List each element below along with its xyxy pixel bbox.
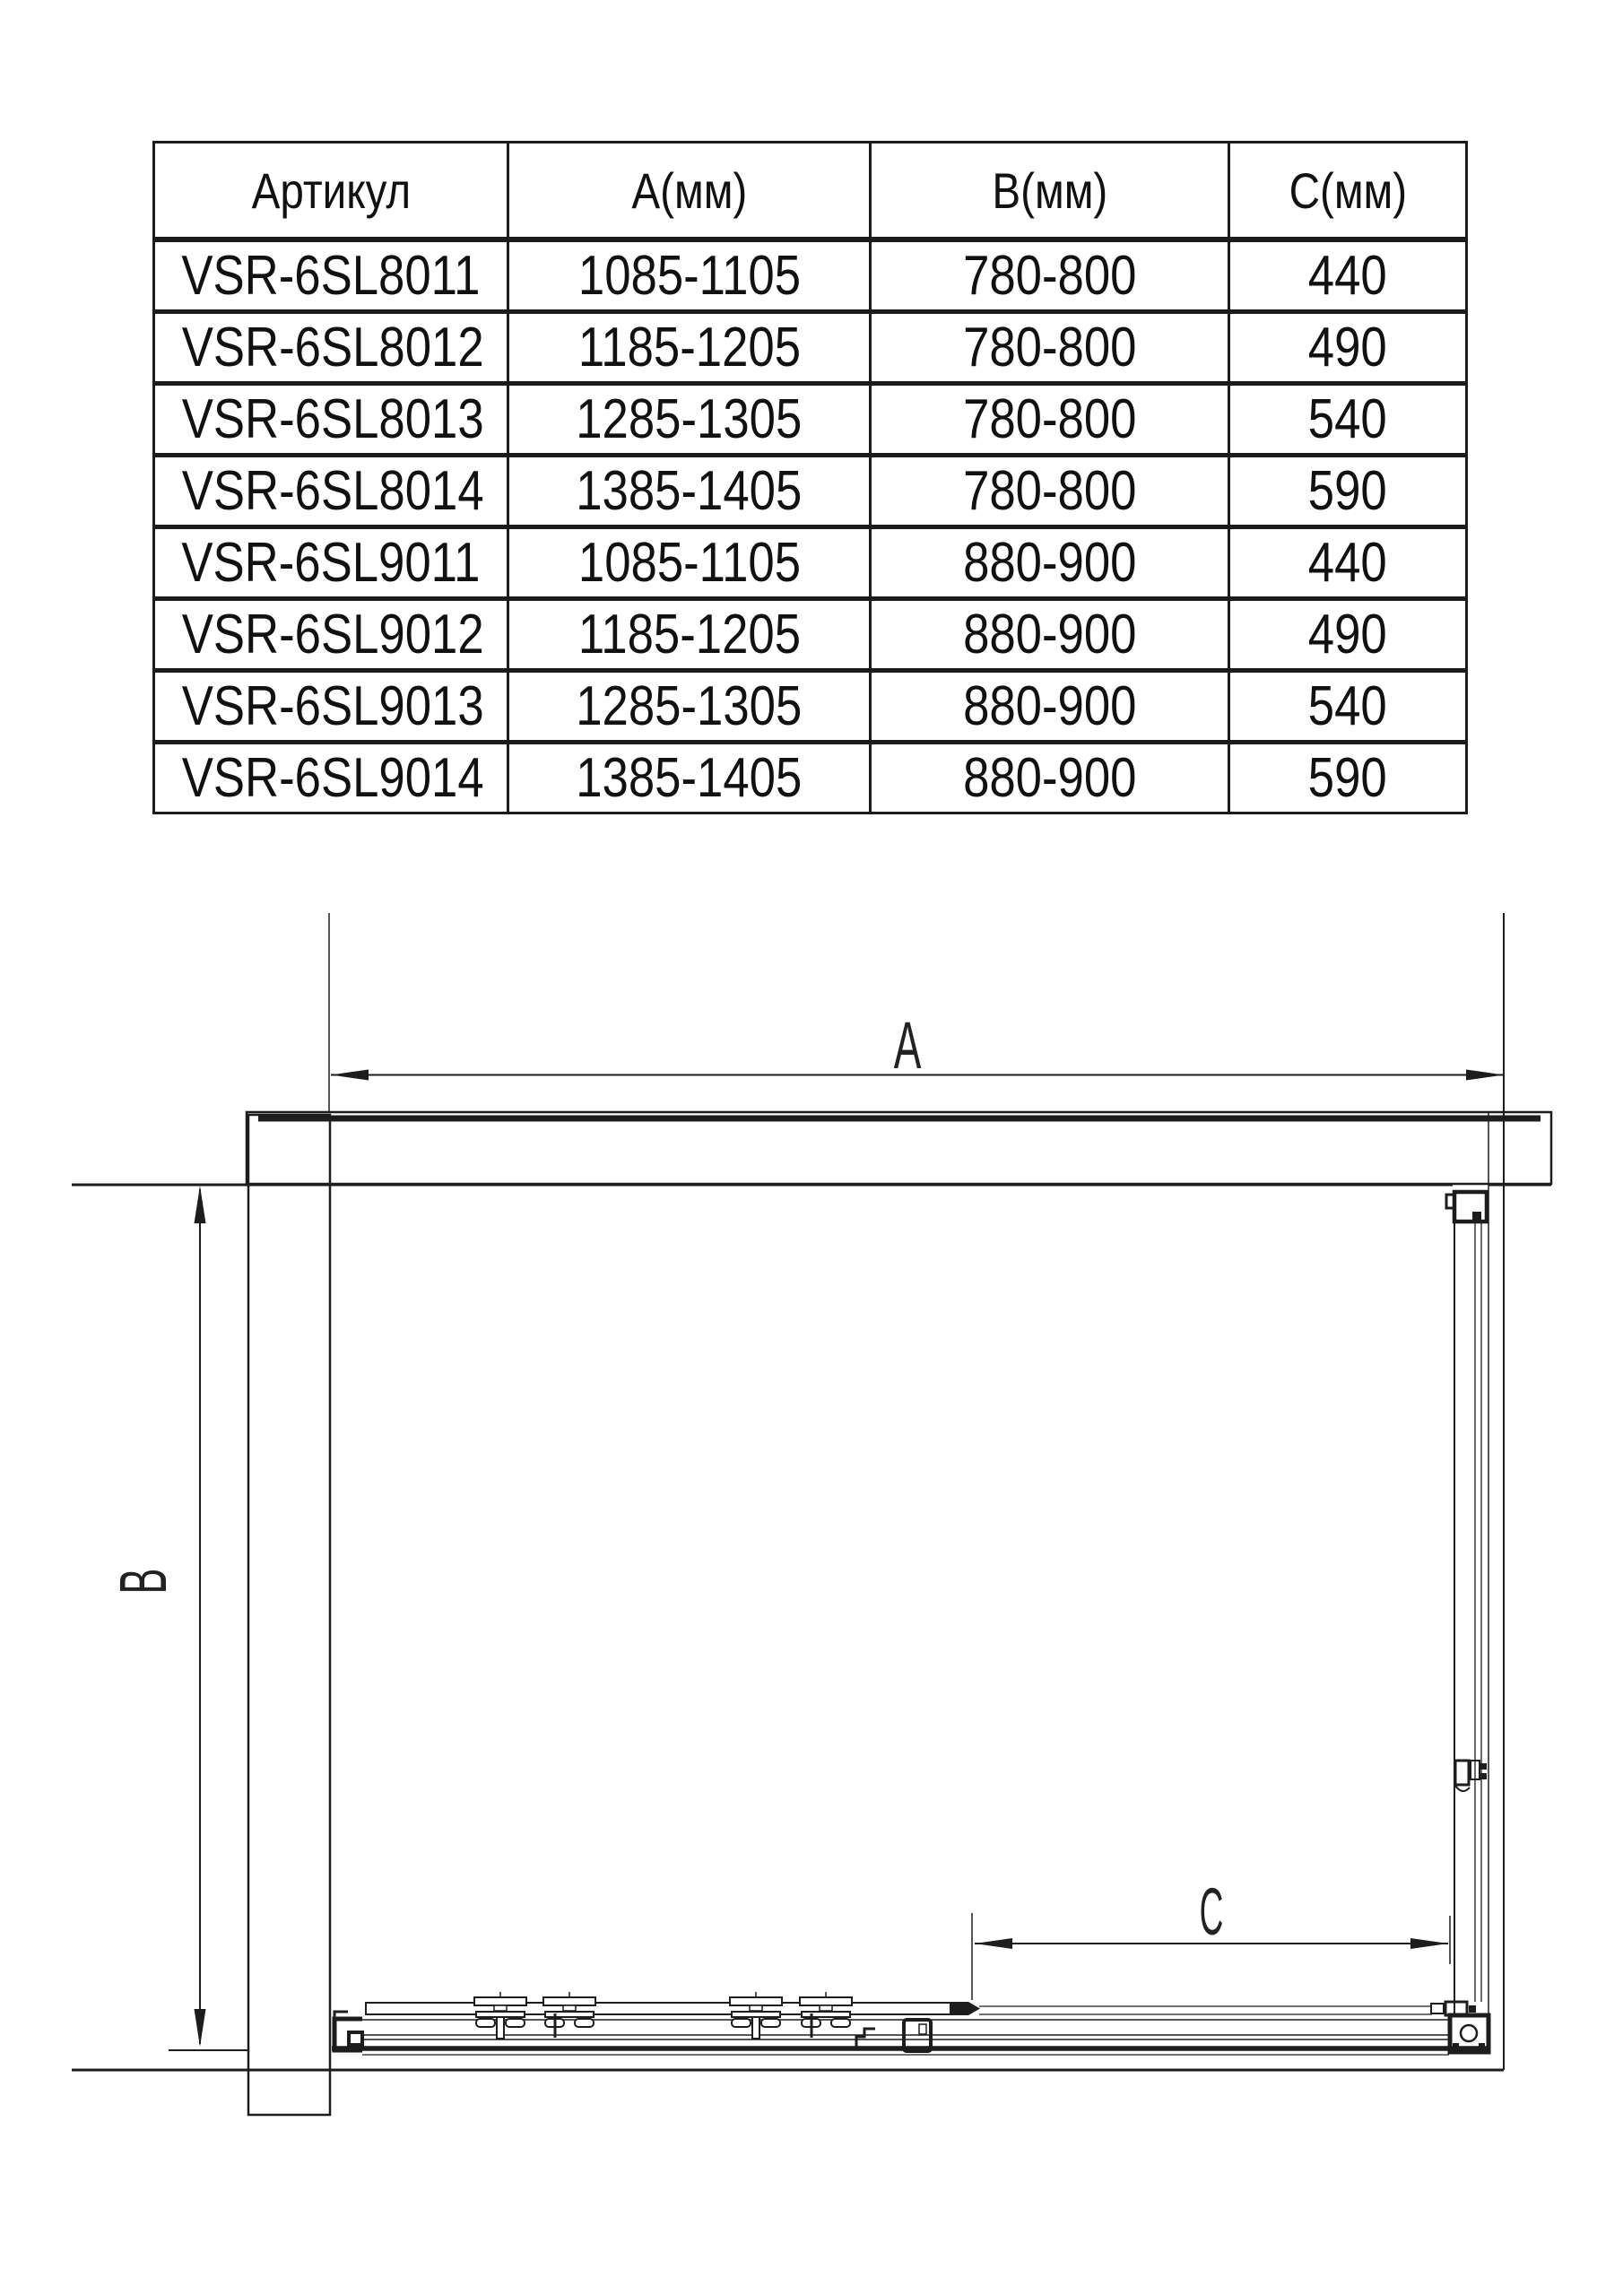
cell-a: 1085-1105 <box>508 239 871 312</box>
cell-c: 490 <box>1229 599 1467 671</box>
cell-a: 1285-1305 <box>508 671 871 743</box>
dim-label-c: C <box>1199 1875 1224 1950</box>
arrowhead-up-icon <box>195 1186 206 1223</box>
cell-a: 1185-1205 <box>508 599 871 671</box>
cell-c: 590 <box>1229 456 1467 527</box>
cell-c: 540 <box>1229 384 1467 456</box>
cell-b: 880-900 <box>871 671 1229 743</box>
arrowhead-right-icon <box>1466 1070 1504 1081</box>
col-header-a: А(мм) <box>508 143 871 240</box>
cell-a: 1085-1105 <box>508 527 871 599</box>
cell-b: 780-800 <box>871 456 1229 527</box>
cell-b: 880-900 <box>871 527 1229 599</box>
cell-article: VSR-6SL9013 <box>154 671 508 743</box>
sliding-door-panel <box>366 2003 950 2014</box>
roller-carriage <box>730 1992 782 2039</box>
dimension-c <box>972 1875 1450 2000</box>
col-header-article: Артикул <box>154 143 508 240</box>
cell-c: 490 <box>1229 312 1467 384</box>
roller-carriage <box>474 1992 526 2039</box>
cell-article: VSR-6SL9012 <box>154 599 508 671</box>
cell-a: 1385-1405 <box>508 743 871 813</box>
cell-b: 880-900 <box>871 599 1229 671</box>
panel-connector <box>1455 1761 1487 1791</box>
top-wall <box>247 1112 1551 1184</box>
cell-c: 440 <box>1229 239 1467 312</box>
side-panel <box>1431 1112 1488 2052</box>
door-stop-bracket <box>856 2029 875 2047</box>
arrowhead-right-icon <box>1410 1938 1448 1949</box>
cell-article: VSR-6SL8013 <box>154 384 508 456</box>
cell-article: VSR-6SL9011 <box>154 527 508 599</box>
cell-c: 540 <box>1229 671 1467 743</box>
wall-lines <box>72 913 1551 2070</box>
cell-b: 780-800 <box>871 312 1229 384</box>
cell-b: 780-800 <box>871 384 1229 456</box>
dimension-b <box>106 1186 249 2050</box>
roller-carriage <box>800 1992 852 2038</box>
col-header-c: С(мм) <box>1229 143 1467 240</box>
cell-a: 1285-1305 <box>508 384 871 456</box>
arrowhead-down-icon <box>195 2009 206 2047</box>
cell-article: VSR-6SL8011 <box>154 239 508 312</box>
dimension-a <box>329 913 1504 1112</box>
cell-article: VSR-6SL9014 <box>154 743 508 813</box>
dim-label-b: B <box>105 1568 180 1595</box>
bottom-track <box>332 1992 1488 2055</box>
cell-a: 1385-1405 <box>508 456 871 527</box>
arrowhead-left-icon <box>331 1070 369 1081</box>
cell-c: 590 <box>1229 743 1467 813</box>
dim-label-a: A <box>893 1008 922 1083</box>
cell-a: 1185-1205 <box>508 312 871 384</box>
cell-article: VSR-6SL8014 <box>154 456 508 527</box>
roller-carriage <box>543 1992 595 2038</box>
track-wall-profile <box>334 2012 362 2050</box>
door-end-cap <box>950 2002 980 2015</box>
arrowhead-left-icon <box>975 1938 1012 1949</box>
col-header-b: В(мм) <box>871 143 1229 240</box>
left-wall <box>248 1115 330 2115</box>
cell-b: 780-800 <box>871 239 1229 312</box>
cell-b: 880-900 <box>871 743 1229 813</box>
cell-article: VSR-6SL8012 <box>154 312 508 384</box>
cell-c: 440 <box>1229 527 1467 599</box>
